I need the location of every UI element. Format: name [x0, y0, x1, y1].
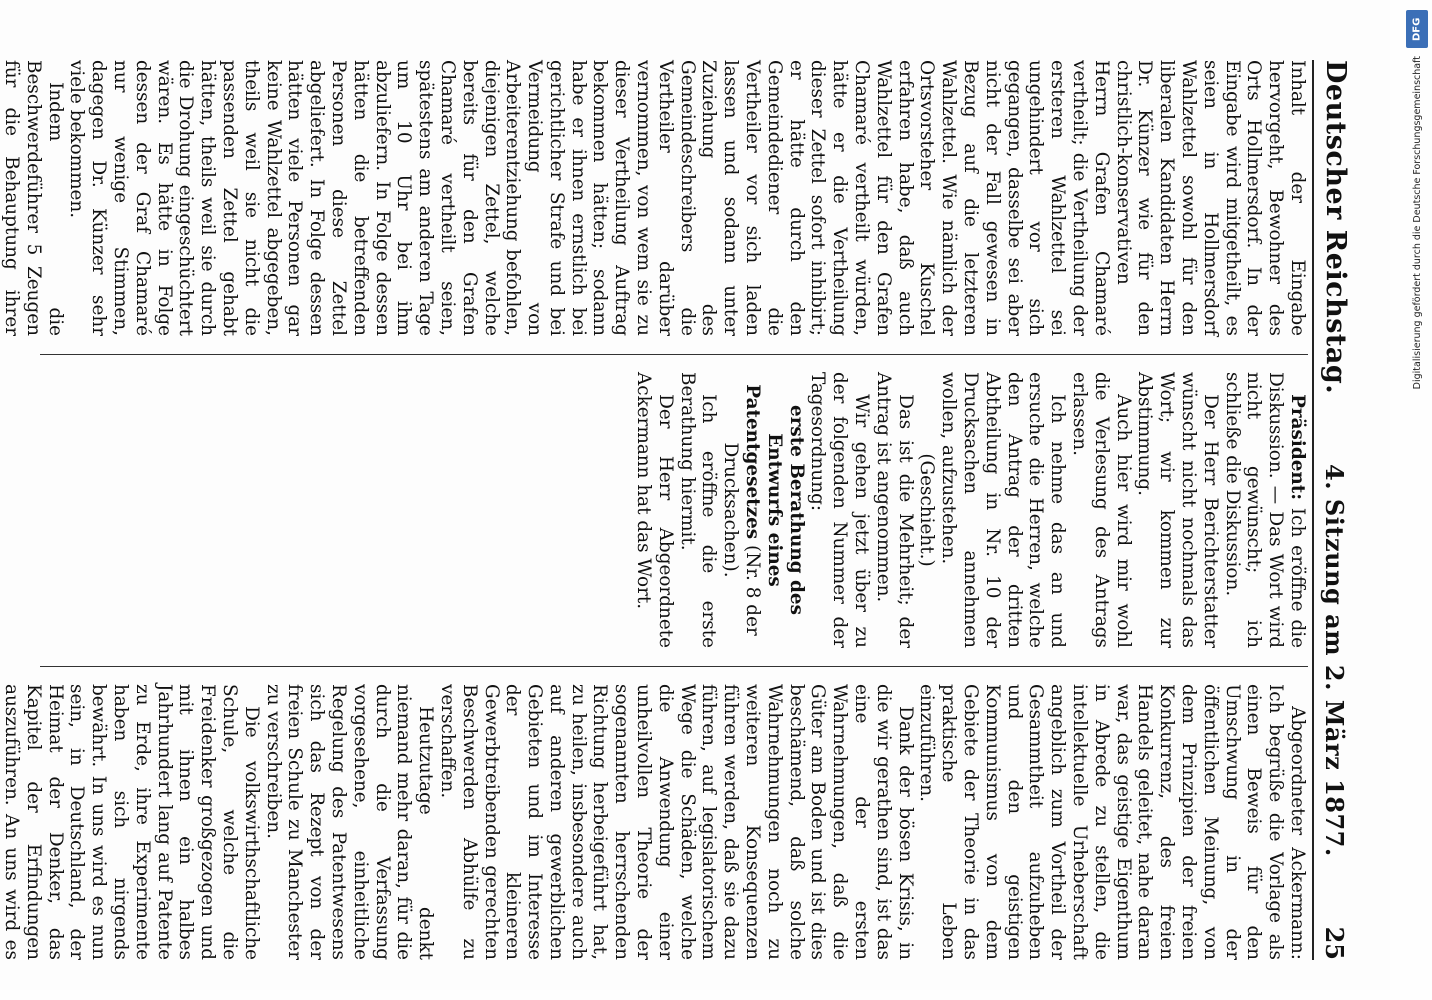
- paragraph: Der Herr Abgeordnete Ackermann hat das Wort.: [633, 372, 676, 648]
- paragraph: Wir gehen jetzt über zu der folgenden Nummer der Tagesordnung:: [807, 372, 873, 648]
- paragraph: Ich nehme das an und ersuche die Herren, welche den Antrag der dritten Abtheilung in Nr. 10 der Drucksachen annehmen wollen, aufzustehen.: [938, 372, 1069, 648]
- speaker-text: Ich eröffne die Diskussion. — Das Wort wird nicht gewünscht; ich schließe die Diskussion.: [1221, 372, 1308, 648]
- paragraph: Dank der bösen Krisis, in die wir gerathen sind, ist das eine der ersten Wahrnehmungen, daß die Güter am Boden und ist dies beschämend, daß solche Wahrnehmungen noch zu weiteren Konsequenzen führen werden, daß sie dazu führen, auf legislatorischem Wege die Schäden, welche die Anwendung einer unheilvollen Theorie der sogenannten herrschenden Richtung herbeigeführt hat, zu heilen, insbesondere auch auf anderen gewerblichen Gebieten und im Interesse der kleineren Gewerbtreibenden gerechten Beschwerden Abhülfe zu verschaffen.: [436, 684, 916, 960]
- header-session: 4. Sitzung am 2. März 1877.: [1320, 464, 1349, 857]
- paragraph: Das ist die Mehrheit; der Antrag ist angenommen.: [872, 372, 916, 648]
- paragraph: Heutzutage denkt niemand mehr daran, für die durch die Verfassung vorgesehene, einheitliche Regelung des Patentwesens sich das Rezept von der freien Schule zu Manchester zu verschreiben.: [262, 684, 437, 960]
- page-number: 25: [1320, 926, 1349, 960]
- column-1: [0, 60, 1308, 336]
- speaker-label: Präsident:: [1287, 394, 1308, 501]
- paragraph: Inhalt der Eingabe hervorgeht, Bewohner des Orts Hollmersdorf. In der Eingabe wird mitgetheilt, es seien in Hollmersdorf Wahlzettel sowohl für den liberalen Kandidaten Herrn Dr. Künzer wie für den christlich-konservativen Herrn Grafen Chamaré vertheilt; die Vertheilung der ersteren Wahlzettel sei ungehindert vor sich gegangen, dasselbe sei aber nicht der Fall gewesen in Bezug auf die letzteren Wahlzettel. Wie nämlich der Ortsvorsteher Kuschel erfahren habe, daß auch Wahlzettel für den Grafen Chamaré vertheilt würden, hätte er die Vertheilung dieser Zettel sofort inhibirt; er hätte durch den Gemeindediener die Vertheiler vor sich laden lassen und sodann unter Zuziehung des Gemeindeschreibers die Vertheiler darüber vernommen, von wem sie zu dieser Vertheilung Auftrag bekommen hätten; sodann habe er ihnen ernstlich bei gerichtlicher Strafe und bei Vermeidung von Arbeiterentziehung befohlen, diejenigen Zettel, welche bereits für den Grafen Chamaré vertheilt seien, spätestens am anderen Tage um 10 Uhr bei ihm abzuliefern. In Folge dessen hätten die betreffenden Personen diese Zettel abgeliefert. In Folge dessen hätten viele Personen gar keine Wahlzettel abgegeben, theils weil sie nicht die passenden Zettel gehabt hätten, theils weil sie durch die Drohung eingeschüchtert wären. Es hätte in Folge dessen der Graf Chamaré nur wenige Stimmen, dagegen Dr. Künzer sehr viele bekommen.: [66, 60, 1308, 336]
- paragraph: Der Herr Berichterstatter wünscht nicht nochmals das Wort; wir kommen zur Abstimmung.: [1134, 372, 1221, 648]
- header-title: Deutscher Reichstag.: [1320, 60, 1351, 395]
- dfg-logo-icon: DFG: [1406, 10, 1428, 48]
- agenda-heading: [719, 372, 806, 648]
- paragraph: Abgeordneter Ackermann: Ich begrüße die Vorlage als einen Beweis für den Umschwung in der öffentlichen Meinung, von dem Prinzipien der freien Konkurrenz, des freien Handels geleitet, nahe daran war, das geistige Eigenthum in Abrede zu stellen, die intellektuelle Urheberschaft angeblich zum Vortheil der Gesammtheit aufzuheben und den geistigen Kommunismus von dem Gebiete der Theorie in das praktische Leben einzuführen.: [916, 684, 1308, 960]
- paragraph: Die volkswirthschaftliche Schule, welche die Freidenker großgezogen und mit ihnen ein halbes Jahrhundert lang auf Patente zu Erde, ihre Experimente haben sich nirgends bewährt. In uns wird es nun sein, in Deutschland, der Heimat der Denker, das Kapitel der Erfindungen auszuführen. An uns wird es: [0, 684, 262, 960]
- agenda-heading-bold: erste Berathung des Entwurfs eines Patentgesetzes: [742, 384, 807, 615]
- column-3: [0, 684, 1308, 960]
- president-paragraph: [1221, 372, 1308, 648]
- agenda-heading-rest: (Nr. 8 der Drucksachen).: [720, 442, 764, 636]
- column-2: [40, 372, 1308, 648]
- column-divider: [40, 666, 1308, 667]
- dfg-watermark: [1404, 10, 1430, 990]
- page-header: [1312, 60, 1372, 960]
- paragraph: Ich eröffne die erste Berathung hiermit.: [676, 372, 720, 648]
- paragraph: Auch hier wird mir wohl die Verlesung des Antrags erlassen.: [1069, 372, 1134, 648]
- paragraph: Indem die Beschwerdeführer 5 Zeugen für die Behauptung ihrer: [0, 60, 66, 336]
- dfg-funding-notice: Digitalisierung gefördert durch die Deutsche Forschungsgemeinschaft: [1411, 56, 1423, 390]
- text-columns: [0, 60, 1308, 960]
- stage-direction: (Geschieht.): [916, 453, 938, 567]
- column-divider: [40, 354, 1308, 355]
